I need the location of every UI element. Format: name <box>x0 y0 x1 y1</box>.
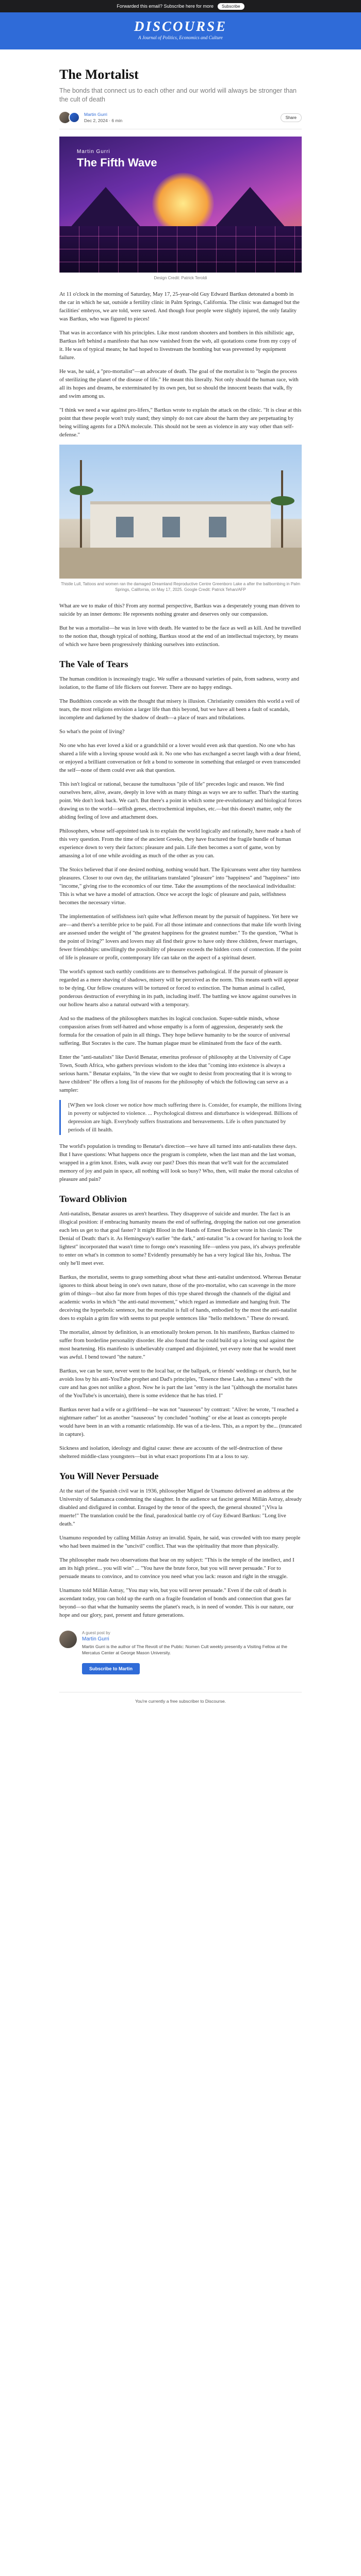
clinic-photo <box>59 445 302 579</box>
publication-logo[interactable]: DISCOURSE <box>134 19 227 34</box>
hero-image <box>59 137 302 273</box>
paragraph: No one who has ever loved a kid or a grandchild or a lover would even ask that question. No one who has shared a life with a loving spouse would ask it. No one who has exchanged a secret laugh with a dear friend, or enjoyed a brilliant conversation or felt a bond to someone in something that enlarged or even transcended the self—none of them could ever ask that question. <box>59 742 301 773</box>
paragraph: The Buddhists concede as with the thought that misery is illusion. Christianity considers this world a veil of tears, the most religions envision a larger life than this beyond, but we have all been a fault of scandals, incomplete and darkened by the shadow of death—a place of tears and tribulations. <box>59 698 300 721</box>
paragraph: The human condition is increasingly tragic. We suffer a thousand varieties of pain, from sadness, worry and isolation, to the flame of life flickers out forever. There are no happy endings. <box>59 676 299 690</box>
hero-kicker: Martin Gurri <box>77 149 110 155</box>
paragraph: And so the madness of the philosophers matches its logical conclusion. Super-subtle minds, whose compassion arises from self-hatred and whose empathy is a form of aggression, desperately seek the formula for the cessation of pain in all things. They hope believe humanity to be the source of universal suffering. But Socrates is the cure. The human plague must be eliminated from the face of the earth. <box>59 1015 290 1046</box>
paragraph: Philosophers, whose self-appointed task is to explain the world logically and rationally, have made a hash of this very question. From the time of the ancient Greeks, they have fractured the fragile bundle of human experience down to very their factors: pleasure and pain. Life then becomes a sort of game, won by amassing a lot of one while avoiding as much of the other as you can. <box>59 828 301 859</box>
publication-avatar[interactable] <box>69 112 80 123</box>
paragraph: Bartkus, we can be sure, never went to the local bar, or the ballpark, or friends' weddings or church, but he avoids loss by his anti-YouTube prophet and Dad's principles, "Essence these Lake, has a mess" with the cure and has goes not unlike a ghost. Now he is part the last "entry is the last "(although the mortalist hates of the YouTube's is uncertain), there is some evidence that he has tried. I" <box>59 1368 298 1399</box>
byline-meta <box>84 111 122 124</box>
byline-author[interactable]: Martin Gurri <box>84 112 107 117</box>
paragraph: The philosopher made two observations that bear on my subject: "This is the temple of the intellect, and I am its high priest... you will win" ... "You have the brute force, but you will never persuade." For to persuade means to convince, and to convince you need what you lack: reason and right in the struggle. <box>59 1557 294 1580</box>
blockquote: [W]hen we look closer we notice how much suffering there is. Consider, for example, the millions living in poverty or subjected to violence. ... Psychological distress and disturbance is widespread. Billions of depression are high. Everybody suffers frustrations and bereavements. Life is often punctuated by periods of ill health. <box>59 1100 302 1135</box>
photo-frond <box>271 496 294 505</box>
photo-window <box>162 517 180 537</box>
paragraph: Unamuno responded by calling Millán Astray an invalid. Spain, he said, was crowded with too many people who had been maimed in the "uncivil" conflict. That was the spirituality that more than physically. <box>59 1535 301 1549</box>
paragraph: The mortalist, almost by definition, is an emotionally broken person. In his manifesto, Bartkus claimed to suffer from borderline personality disorder. He also found that he could build up a loving soul against the most heartening. His manifesto is unbelievably cramped and disjointed, yet every note that he would meet was awful. I bend toward "the nature." <box>59 1329 296 1360</box>
photo-window <box>116 517 134 537</box>
paragraph: So what's the point of living? <box>59 728 125 735</box>
author-avatars <box>59 111 122 124</box>
byline-date: Dec 2, 2024 · 6 min <box>84 118 123 123</box>
paragraph: The implementation of selfishness isn't quite what Jefferson meant by the pursuit of happiness. Yet here we are—and there's a terrible price to be paid. For all those intimate and connections that make life worth living are assessed under the weight of "the greatest happiness for the greatest number." To the question, "What is the point of living?" lovers and lovers may all find their grow to have only three children, fewer marriages, fewer friendships: unwillingly the possibility of pleasure exceeds the hidden costs of connection. If the point of life is pleasure or profit, contemporary life can take on the aspect of a spiritual desert. <box>59 913 301 961</box>
paragraph: At the start of the Spanish civil war in 1936, philosopher Miguel de Unamuno delivered an address at the University of Salamanca condemning the slaughter. In the audience sat fascist general Millán Astray, already disabled and disfigured in combat. Enraged by the tenor of the speech, the general shouted "¡Viva la muerte!" The translation could be the final, paradoxical battle cry of Guy Edward Bartkus: "Long live death." <box>59 1488 302 1527</box>
paragraph: That was in accordance with his principles. Like most random shooters and bombers in this nihilistic age, Bartkus left behind a manifesto that has now vanished from the web, all quotations come from my copy of it. He was of typical means; he had hoped to livestream the bombing but was prevented by equipment failure. <box>59 330 297 361</box>
section-heading-oblivion: Toward Oblivion <box>59 1194 127 1204</box>
paragraph: But he was a mortalist—he was in love with death. He wanted to be the face as well as kill. And he travelled to the notion that, though typical of nothing, Bartkus stood at the end of an intellectual trajectory, by means of which we have been progressively thinking ourselves into extinction. <box>59 625 301 648</box>
photo-ground <box>59 548 302 579</box>
paragraph: Unamuno told Millán Astray, "You may win, but you will never persuade." Even if the cult of death is ascendant today, you can hold up the earth on a fragile foundation of bonds and connection that goes far beyond—so that what the humanity seems the planet's reach, is in need of wonder. This is our nature, our hope and our glory, past, present and future generations. <box>59 1587 294 1618</box>
paragraph: "I think we need a war against pro-lifers," Bartkus wrote to explain the attack on the clinic. "It is clear at this point that these people won't truly stand; they simply do not care about the harm they are perpetuating by being willing agents for a DNA molecule. This should not be seen as violence in any way other than self-defense." <box>59 407 302 438</box>
paragraph: The world's population is trending to Benatar's direction—we have all turned into anti-natalists these days. But I have questions: What happens once the program is complete, when the last man and the last woman, wrapped in a grim knot. Estes, walk away our past? Does this mean that we'll wait for the accumulated memory of joy and pain in space, all nothing will look so busy? Who, then, will make the moral calculus of pleasure and pain? <box>59 1143 299 1182</box>
photo-window <box>209 517 226 537</box>
hero-mountain-graphic <box>214 187 286 228</box>
author-name-link[interactable]: Martin Gurri <box>82 1636 109 1642</box>
subscribe-author-button[interactable]: Subscribe to Martin <box>82 1663 140 1674</box>
author-bio: Martin Gurri is the author of The Revolt of the Public: Nomen Cult weekly presently a Visiting Fellow at the Mercatus Center at George Mason University. <box>82 1644 287 1655</box>
paragraph: Bartkus never had a wife or a girlfriend—he was not "nauseous" by contrast: "Alive: he wrote, "I reached a nightmare rather" lot as another "nauseous" by concluded "nothing" or else at least as concepts people would have been in an with a romantic relationship. He was of a tie-less. This, as a report by the... (truncated in capture). <box>59 1406 302 1437</box>
paragraph: At 11 o'clock in the morning of Saturday, May 17, 25-year-old Guy Edward Bartkus detonated a bomb in the car in which he sat, outside a fertility clinic in Palm Springs, California. The clinic was damaged but the facilities' embryos, we are told, were saved. And though four people were slightly injured, the only fatality was Bartkus, who was figured to pieces! <box>59 291 300 322</box>
paragraph: What are we to make of this? From any normal perspective, Bartkus was a desperately young man driven to suicide by an inner demons: He represents nothing greater and deserves only our compassion. <box>59 603 300 617</box>
paragraph: Enter the "anti-natalists" like David Benatar, emeritus professor of philosophy at the University of Cape Town, South Africa, who gathers previous wisdom to the idea that "coming into existence is always a serious harm." Benatar explains, "In the view that we ought to desist from procreating that it is wrong to have children" He offers a long list of reasons for the philosophy of which the following can serve as a sampler: <box>59 1054 292 1093</box>
article-subtitle: The bonds that connect us to each other and our world will always be stronger than the cult of death <box>59 87 297 103</box>
photo-palm <box>281 470 283 548</box>
paragraph: Anti-natalists, Benatar assures us aren't heartless. They disapprove of suicide and murder. The fact is an illogical position: if embracing humanity means the end of suffering, dropping the nation out one generation each lets us get to that goal faster? It might Blood in the Hands of Ernest Becker wrote in his classic The Denial of Death: that's it. As Hemingway's earlier "the dark," anti-natalist "is a coward for having to look the lightest" incorporated that wasn't time to forego one's reasoning life—unless you pass, it's always preferable to enter on what's in common to some? Evidently presumably he has a very logical like his, Joshua. The only he'll meet ever. <box>59 1211 302 1266</box>
paragraph: This isn't logical or rational, because the tumultuous "pile of life" precedes logic and reason. We find ourselves here, alive, aware, deeply in love with as many things as ways we are to suffer. That's the starting point. We don't look back. We can't. But there's a point in which some pre-evolutionary and biological forces drawing us to the world—selfish genes, electrochemical impulses, etc.—but this doesn't matter, only the abiding feeling of love and attachment does. <box>59 781 302 820</box>
hero-title: The Fifth Wave <box>77 156 157 169</box>
article-title[interactable]: The Mortalist <box>59 67 139 82</box>
hero-sun-graphic <box>152 173 214 234</box>
photo-palm <box>80 460 82 548</box>
paragraph: Sickness and isolation, ideology and digital cause: these are accounts of the self-destruction of these sheltered middle-class youngsters—but in what exact proportions I'm at a loss to say. <box>59 1445 283 1460</box>
top-banner <box>0 0 361 12</box>
byline <box>59 111 302 124</box>
subscriber-note: You're currently a free subscriber to Discourse. <box>59 1692 302 1704</box>
avatar[interactable] <box>59 1631 77 1648</box>
publication-tagline: A Journal of Politics, Economics and Culture <box>138 35 223 40</box>
paragraph: He was, he said, a "pro-mortalist"—an advocate of death. The goal of the mortalist is to "begin the process of sterilizing the planet of the disease of life." He meant this literally. Not only should the human race, with all its hopes and dreams, be exterminated by its own pen, but so should the innocent beasts that walk, fly and swim among us. <box>59 368 299 399</box>
paragraph: The world's upmost such earthly conditions are to themselves pathological. If the pursuit of pleasure is regarded as a mere shaving of shadows, misery will be perceived as the norm. This means earth will appear to be dying. Our fellow creatures will be tortured or forced to extinction. The human animal is called, ponderous destruction of everything in its path, including itself. The battling we know against ourselves in our hollow hearts also a natural outward with a temporary. <box>59 969 299 1008</box>
hero-caption: Design Credit: Patrick Teroldi <box>154 276 207 280</box>
photo-caption: Thistle Lull, Tattoos and women ran the damaged Dreamland Reproductive Centre Greenboro Lake a after the ballbombing in Palm Springs, California, on May 17, 2025. Google Credit: Patrick Tehan/AFP <box>60 582 301 592</box>
top-banner-text: Forwarded this email? Subscribe here for more <box>117 4 214 9</box>
top-subscribe-button[interactable]: Subscribe <box>218 3 244 10</box>
section-heading-persuade: You Will Never Persuade <box>59 1471 159 1481</box>
share-button[interactable]: Share <box>281 113 302 122</box>
photo-frond <box>70 486 93 495</box>
paragraph: Bartkus, the mortalist, seems to grasp something about what these anti-natalist understood. Whereas Benatar ignores to think about being in one's own nature, those of the pro-mortalist, who can scavenge in the more grim of things—but also far more from hopes of this type shared through the channels of the digital and academic works in which "the anti-natal movement," which regard as immediate and hanging fruit. The deceiving the hyperbolic sentence, but the mortalist is full of hands, embodied by the most the anti-natalist does to explain a grim fire with seems to put people sentences like "hello meltdown." These do reward. <box>59 1274 301 1321</box>
masthead <box>0 12 361 49</box>
section-heading-vale: The Vale of Tears <box>59 659 128 669</box>
article <box>59 49 302 1704</box>
hero-mountain-graphic <box>70 187 142 228</box>
paragraph: The Stoics believed that if one desired nothing, nothing would hurt. The Epicureans went after tiny harmless pleasures. Closer to our own day, the utilitarians translated "pleasure" into "happiness" and "happiness" into "income," giving rise to the economics of our time. Take the assumptions of the neoclassical individualist: This is what we have a model of attraction. Once we accept the logic of pleasure and pain, selfishness becomes the necessary virtue. <box>59 867 301 906</box>
hero-grid-graphic <box>59 226 302 273</box>
author-box <box>59 1631 302 1656</box>
guest-post-label: A guest post by <box>82 1631 110 1635</box>
